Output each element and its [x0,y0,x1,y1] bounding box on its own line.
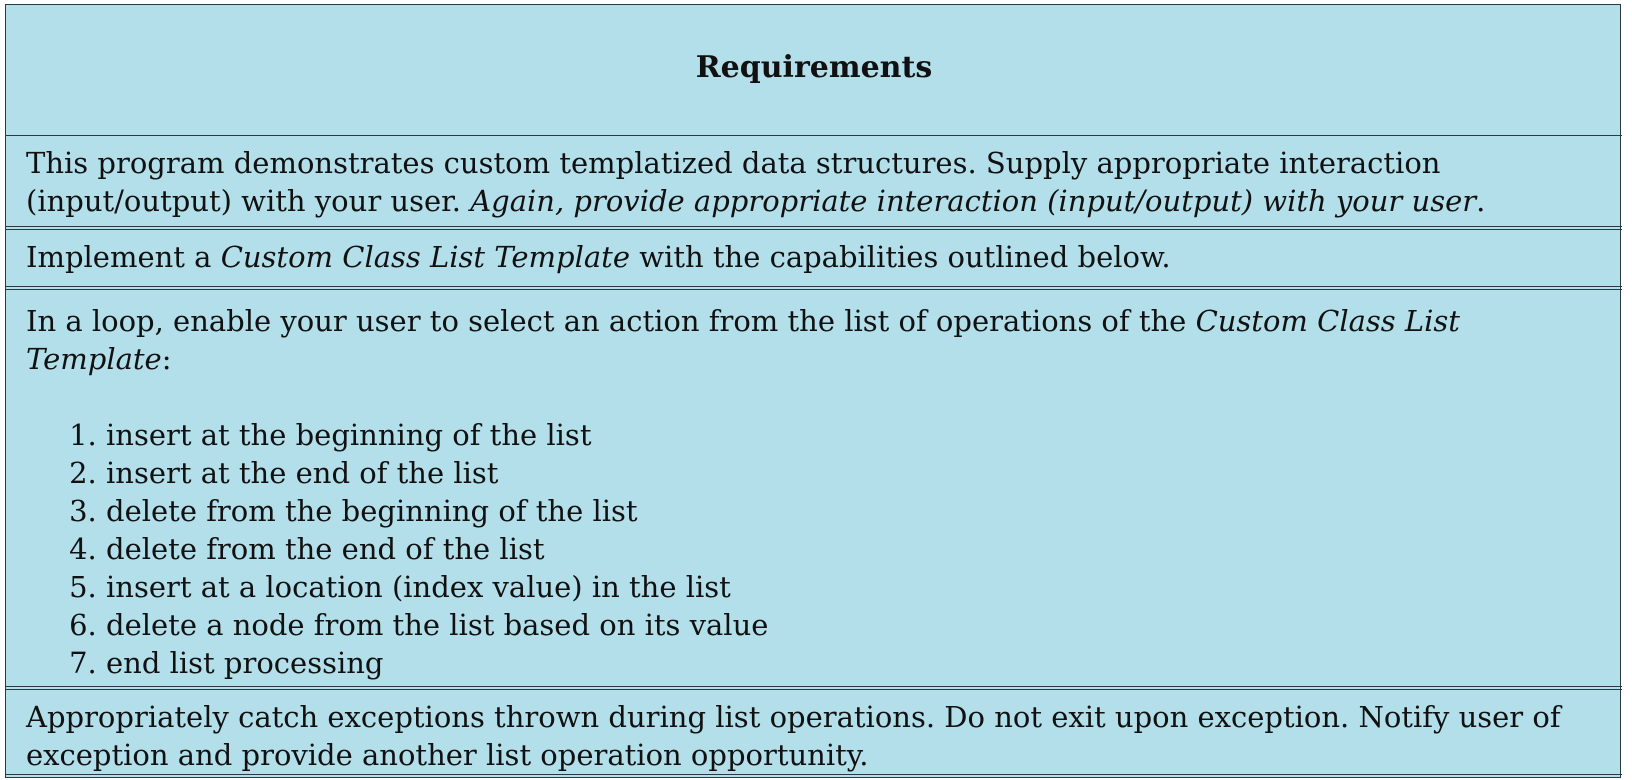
interaction-emphasis: Again, provide appropriate interaction (input/output) with your user [470,184,1477,218]
operation-item: 4. delete from the end of the list [106,530,1602,568]
interaction-end: . [1476,184,1486,218]
operations-list [26,416,1602,682]
loop-emphasis: Custom Class List Template [26,304,1460,376]
exceptions-paragraph: Appropriately catch exceptions thrown during list operations. Do not exit upon exception. Notify user of exception and provide another list operation opportunity. [6,689,1622,775]
operation-item: 3. delete from the beginning of the list [106,492,1602,530]
interaction-text: This program demonstrates custom templatized data structures. Supply appropriate interaction (input/output) with your user. [26,146,1441,218]
requirements-table [5,4,1621,778]
loop-paragraph [6,289,1622,687]
interaction-paragraph [6,135,1622,227]
loop-after: : [161,342,172,376]
operation-item: 7. end list processing [106,644,1602,682]
operation-item: 6. delete a node from the list based on its value [106,606,1602,644]
implement-after: with the capabilities outlined below. [630,240,1171,274]
implement-emphasis: Custom Class List Template [220,240,630,274]
operation-item: 2. insert at the end of the list [106,454,1602,492]
operation-item: 5. insert at a location (index value) in the list [106,568,1602,606]
operation-item: 1. insert at the beginning of the list [106,416,1602,454]
implement-paragraph [6,229,1622,287]
loop-before: In a loop, enable your user to select an action from the list of operations of the [26,304,1196,338]
requirements-heading: Requirements [695,50,933,85]
implement-before: Implement a [26,240,221,274]
